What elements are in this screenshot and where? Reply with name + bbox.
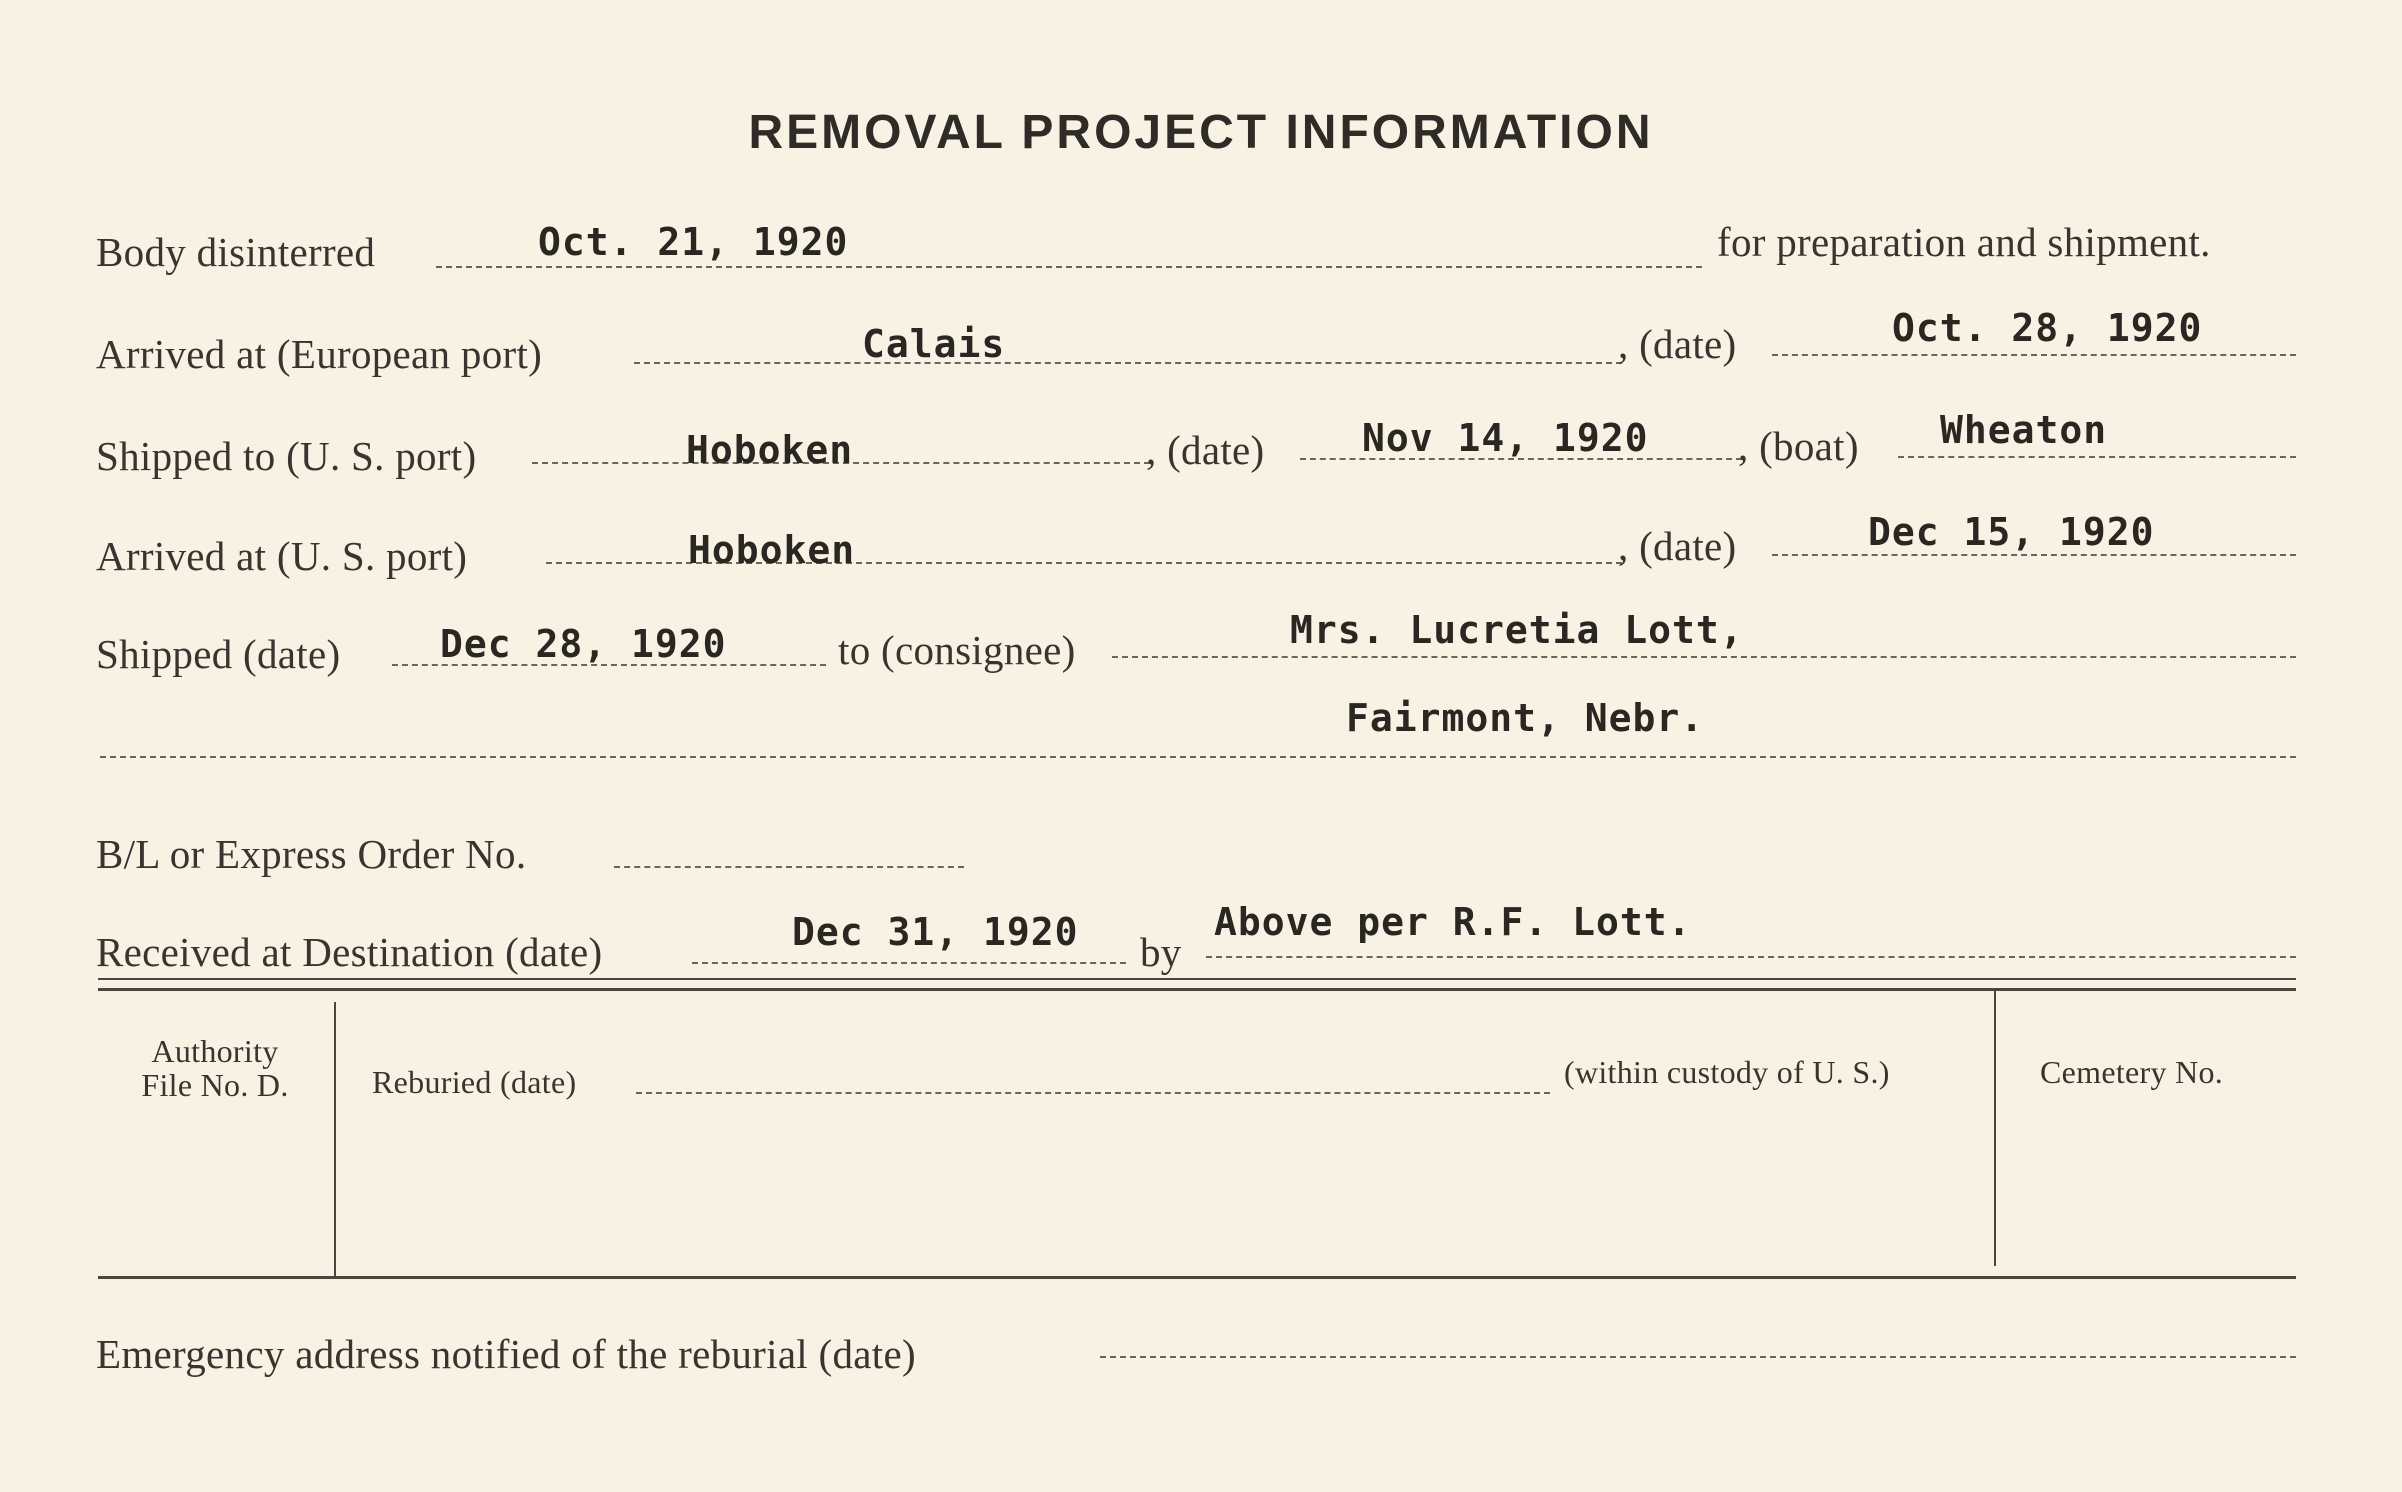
reburied-date-label: Reburied (date) <box>372 1064 577 1100</box>
arrived-us-port-value: Hoboken <box>688 528 856 572</box>
disinterred-date-value: Oct. 21, 1920 <box>538 220 849 264</box>
boat-value: Wheaton <box>1940 408 2108 452</box>
shipped-date-row-label: Shipped (date) <box>96 631 341 677</box>
shipped-us-date-value: Nov 14, 1920 <box>1362 416 1649 460</box>
consignee-line <box>1112 656 2296 658</box>
european-port-line <box>634 362 1622 364</box>
bl-express-order-label: B/L or Express Order No. <box>96 831 527 877</box>
box-bottom-rule <box>98 1276 2296 1279</box>
box-divider-right <box>1994 990 1996 1266</box>
preparation-shipment-label: for preparation and shipment. <box>1717 219 2211 265</box>
received-destination-label: Received at Destination (date) <box>96 929 603 975</box>
emergency-address-label: Emergency address notified of the reburial (date) <box>96 1331 916 1377</box>
arrived-us-date-label: , (date) <box>1618 523 1737 569</box>
european-date-label: , (date) <box>1618 321 1737 367</box>
box-top-rule-2 <box>98 988 2296 991</box>
bl-express-order-line <box>614 866 964 868</box>
received-by-label: by <box>1140 929 1182 975</box>
consignee-label: to (consignee) <box>838 627 1076 673</box>
box-divider-left <box>334 1002 336 1276</box>
reburied-date-line <box>636 1092 1550 1094</box>
emergency-date-line <box>1100 1356 2296 1358</box>
consignee-line2-value: Fairmont, Nebr. <box>1346 696 1705 740</box>
boat-line <box>1898 456 2296 458</box>
consignee-line1-value: Mrs. Lucretia Lott, <box>1290 608 1744 652</box>
received-by-line <box>1206 956 2296 958</box>
authority-file-label <box>110 1034 320 1102</box>
arrived-european-port-label: Arrived at (European port) <box>96 331 543 377</box>
arrived-us-port-label: Arrived at (U. S. port) <box>96 533 468 579</box>
consignee-extra-line <box>100 756 2296 758</box>
european-date-value: Oct. 28, 1920 <box>1892 306 2203 350</box>
shipped-date-value: Dec 28, 1920 <box>440 622 727 666</box>
within-custody-label: (within custody of U. S.) <box>1564 1054 1890 1090</box>
received-date-line <box>692 962 1126 964</box>
card-title: REMOVAL PROJECT INFORMATION <box>748 106 1654 159</box>
box-top-rule-1 <box>98 978 2296 980</box>
received-date-value: Dec 31, 1920 <box>792 910 1079 954</box>
body-disinterred-label: Body disinterred <box>96 229 376 275</box>
received-by-value: Above per R.F. Lott. <box>1214 900 1692 944</box>
shipped-date-label: , (date) <box>1146 427 1265 473</box>
boat-label: , (boat) <box>1738 423 1859 469</box>
arrived-us-date-line <box>1772 554 2296 556</box>
authority-label-line1: Authority <box>151 1033 279 1069</box>
european-port-value: Calais <box>862 322 1006 366</box>
authority-label-line2: File No. D. <box>141 1067 289 1103</box>
body-disinterred-line <box>436 266 1702 268</box>
european-date-line <box>1772 354 2296 356</box>
shipped-us-port-value: Hoboken <box>686 428 854 472</box>
shipped-to-us-port-label: Shipped to (U. S. port) <box>96 433 477 479</box>
cemetery-no-label: Cemetery No. <box>2040 1054 2224 1090</box>
arrived-us-date-value: Dec 15, 1920 <box>1868 510 2155 554</box>
